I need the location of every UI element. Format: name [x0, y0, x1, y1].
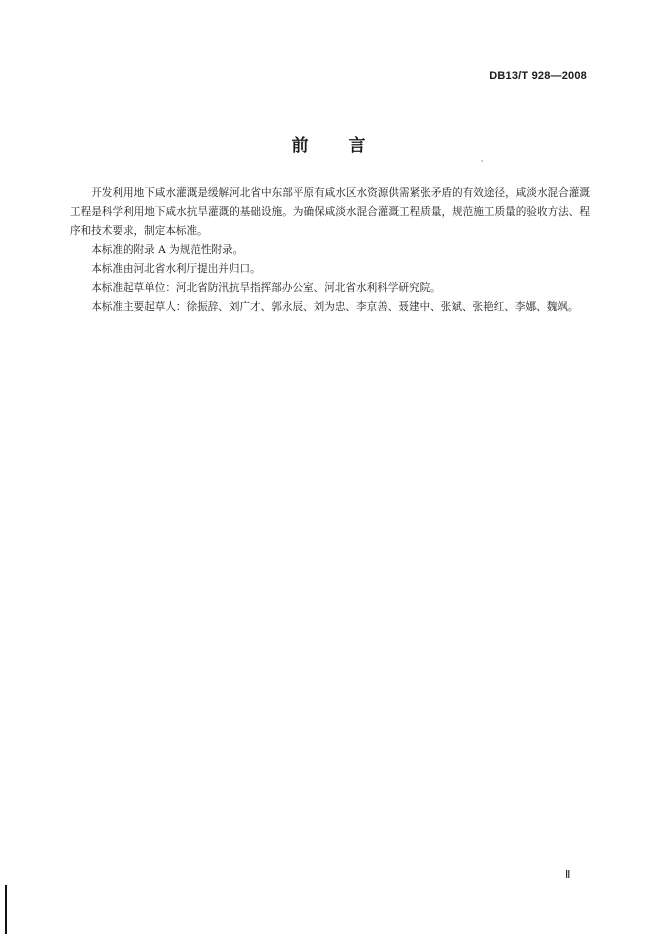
standard-code: DB13/T 928—2008: [489, 70, 587, 82]
paragraph-drafting-units: 本标准起草单位：河北省防汛抗旱指挥部办公室、河北省水利科学研究院。: [91, 282, 441, 294]
scan-speck: [481, 160, 483, 162]
binding-edge-line: [5, 885, 7, 934]
paragraph-drafters: 本标准主要起草人：徐振辞、刘广才、郭永辰、刘为忠、李京善、聂建中、张斌、张艳红、李娜、魏飒。: [91, 301, 579, 313]
foreword-body: [70, 184, 590, 317]
page-number: Ⅱ: [565, 868, 571, 881]
page-title: 前言: [291, 136, 406, 156]
paragraph-appendix: 本标准的附录 A 为规范性附录。: [91, 244, 244, 256]
paragraph-purpose: 开发利用地下咸水灌溉是缓解河北省中东部平原有咸水区水资源供需紧张矛盾的有效途径，咸淡水混合灌溉工程是科学利用地下咸水抗旱灌溉的基础设施。为确保咸淡水混合灌溉工程质量，规范施工质量的验收方法、程序和技术要求，制定本标准。: [70, 187, 590, 237]
paragraph-proposer: 本标准由河北省水利厅提出并归口。: [91, 263, 261, 275]
